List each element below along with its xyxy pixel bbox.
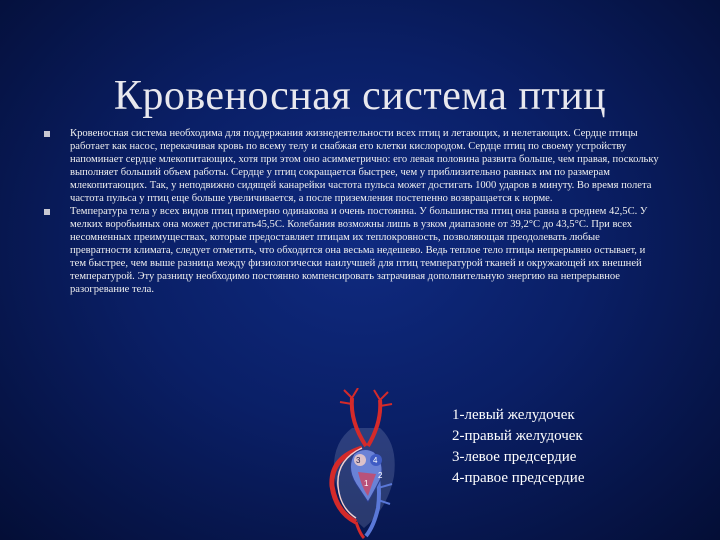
- artery-branch: [374, 390, 392, 406]
- figure-label-left-atrium: 3: [356, 456, 361, 465]
- square-bullet-icon: [44, 131, 50, 137]
- bullet-text: Кровеносная система необходима для поддержания жизнедеятельности всех птиц и летающих, и нелетающих. Сердце птицы работает как насос, перекачивая кровь по всему телу и снабжая его клетки кислородом. Сердце птиц по своему устройству напоминает сердце млекопитающих, хотя при этом оно асимметрично: его левая половина развита больше, чем правая, поскольку выполняет больший объем работы. Сердце у птиц сокращается быстрее, чем у приблизительно равных им по размерам млекопитающих. Так, у неподвижно сидящей канарейки частота пульса может достигать 1000 ударов в минуту. Во время полета частота пульса у птиц еще больше увеличивается, а после приземления постепенно возвращается к норме.: [70, 128, 659, 204]
- bullet-item: [42, 206, 660, 296]
- heart-legend: [452, 405, 585, 489]
- legend-item: 4-правое предсердие: [452, 470, 585, 486]
- bullet-item: [42, 128, 660, 205]
- bird-heart-diagram: [322, 388, 410, 540]
- figure-label-right-atrium: 4: [373, 456, 378, 465]
- artery-branch: [340, 388, 358, 404]
- bullet-list: [42, 128, 660, 297]
- square-bullet-icon: [44, 209, 50, 215]
- figure-label-left-ventricle: 1: [364, 479, 369, 488]
- legend-item: 3-левое предсердие: [452, 449, 577, 465]
- figure-label-right-ventricle: 2: [378, 471, 383, 480]
- legend-item: 2-правый желудочек: [452, 428, 583, 444]
- legend-item: 1-левый желудочек: [452, 407, 575, 423]
- bullet-text: Температура тела у всех видов птиц примерно одинакова и очень постоянна. У большинства птиц она равна в среднем 42,5С. У мелких воробьиных она может достигать45,5С. Колебания возможны лишь в узком диапазоне от 39,2°С до 43,5°С. При всех несомненных преимуществах, которые предоставляет птицам их теплокровность, позволяющая преодолевать любые превратности климата, следует отметить, что обходится она весьма недешево. Ведь теплое тело птицы непрерывно остывает, и тем быстрее, чем выше разница между физиологически наилучшей для птиц температурой тканей и окружающей их внешней температурой. Эту разницу необходимо постоянно компенсировать затрачивая дополнительную энергию на непрерывное разогревание тела.: [70, 206, 648, 295]
- slide-title: Кровеносная система птиц: [113, 73, 607, 120]
